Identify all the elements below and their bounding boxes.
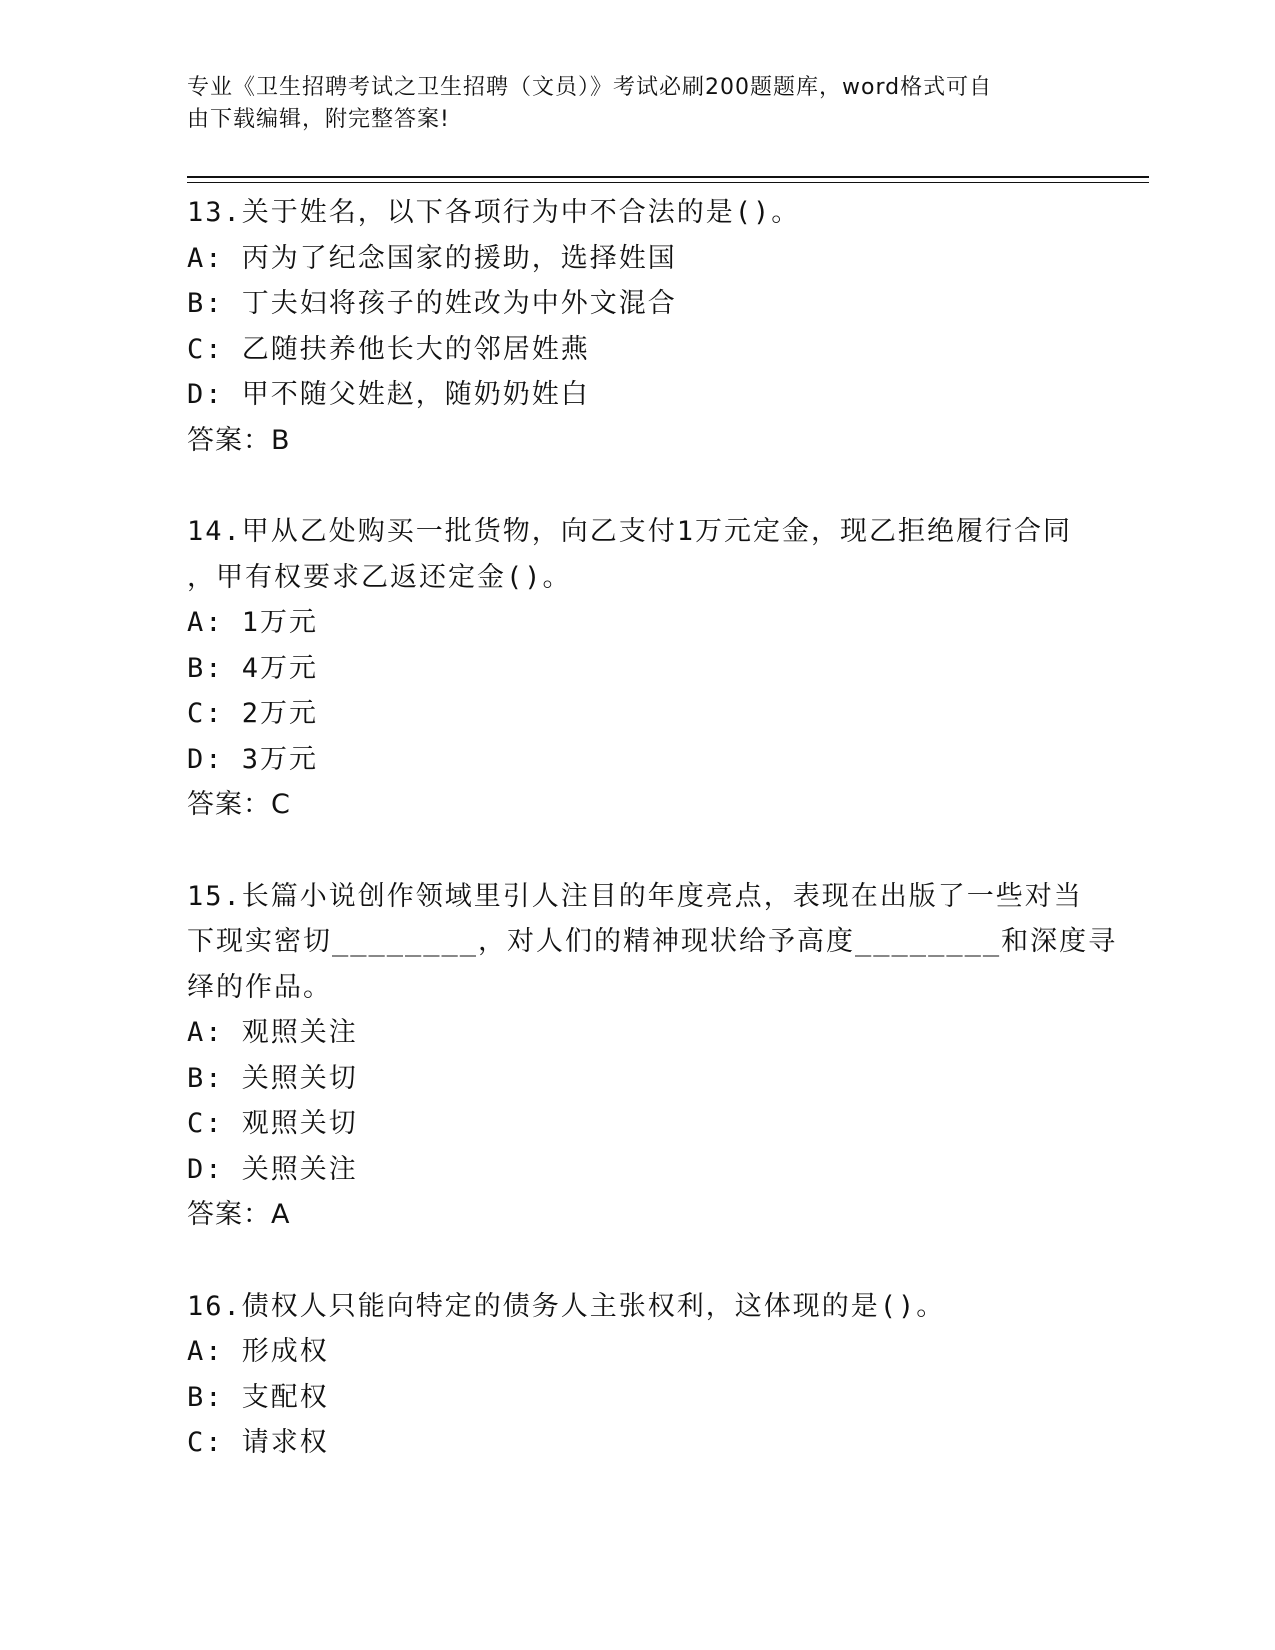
answer-option: C: 乙随扶养他长大的邻居姓燕 — [187, 333, 590, 365]
answer-option: D: 甲不随父姓赵，随奶奶姓白 — [187, 379, 590, 410]
document-header — [187, 72, 1067, 136]
answer-option: B: 关照关切 — [187, 1062, 358, 1094]
question-stem-line: 13.关于姓名，以下各项行为中不合法的是()。 — [187, 197, 801, 228]
answer-option: A: 丙为了纪念国家的援助，选择姓国 — [187, 242, 677, 274]
answer-option: B: 4万元 — [187, 652, 319, 684]
header-line-1: 专业《卫生招聘考试之卫生招聘（文员）》考试必刷200题题库，word格式可自 — [187, 75, 993, 100]
answer-key: 答案：A — [187, 1199, 291, 1230]
question-block — [187, 874, 1118, 1238]
header-line-2: 由下载编辑，附完整答案! — [187, 107, 450, 132]
header-divider-thick — [187, 176, 1149, 178]
question-stem-line: 下现实密切________，对人们的精神现状给予高度________和深度寻 — [187, 926, 1118, 957]
question-stem-line: ，甲有权要求乙返还定金()。 — [187, 561, 572, 593]
question-stem — [187, 509, 1087, 600]
answer-key: 答案：B — [187, 424, 291, 456]
answer-option: D: 3万元 — [187, 743, 319, 775]
answer-option: B: 丁夫妇将孩子的姓改为中外文混合 — [187, 288, 677, 319]
answer-option: A: 形成权 — [187, 1336, 329, 1367]
answer-option: C: 观照关切 — [187, 1108, 358, 1139]
question-stem — [187, 874, 1118, 1011]
question-block — [187, 190, 1087, 463]
answer-option: B: 支配权 — [187, 1381, 329, 1413]
question-block — [187, 1284, 1087, 1466]
answer-key: 答案：C — [187, 789, 291, 820]
answer-option: D: 关照关注 — [187, 1153, 358, 1185]
question-stem — [187, 1284, 1087, 1330]
question-block — [187, 509, 1087, 828]
answer-option: C: 2万元 — [187, 698, 319, 729]
question-stem-line: 16.债权人只能向特定的债务人主张权利，这体现的是()。 — [187, 1290, 946, 1322]
header-divider-thin — [187, 182, 1149, 183]
question-stem — [187, 190, 1087, 236]
answer-option: A: 观照关注 — [187, 1017, 358, 1048]
answer-option: C: 请求权 — [187, 1427, 329, 1458]
question-stem-line: 15.长篇小说创作领域里引人注目的年度亮点，表现在出版了一些对当 — [187, 880, 1083, 912]
question-stem-line: 14.甲从乙处购买一批货物，向乙支付1万元定金，现乙拒绝履行合同 — [187, 516, 1073, 547]
question-stem-line: 绎的作品。 — [187, 971, 332, 1003]
answer-option: A: 1万元 — [187, 607, 319, 638]
question-list — [187, 190, 1118, 1512]
